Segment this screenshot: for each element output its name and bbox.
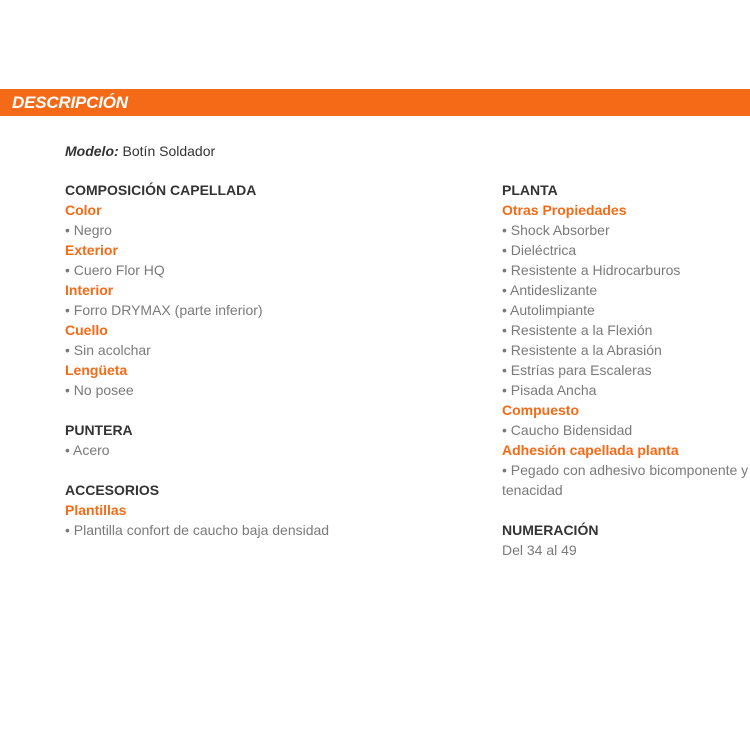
interior-label: Interior — [65, 282, 114, 298]
compuesto-value: • Caucho Bidensidad — [502, 422, 633, 438]
numeracion-value: Del 34 al 49 — [502, 542, 577, 558]
exterior-label: Exterior — [65, 242, 118, 258]
plantillas-label: Plantillas — [65, 502, 127, 518]
color-label: Color — [65, 202, 102, 218]
list-item: • Dieléctrica — [502, 242, 577, 258]
list-item: • Resistente a Hidrocarburos — [502, 262, 681, 278]
compuesto-label: Compuesto — [502, 402, 579, 418]
list-item: • Shock Absorber — [502, 222, 610, 238]
accesorios-heading: ACCESORIOS — [65, 482, 160, 498]
composicion-heading: COMPOSICIÓN CAPELLADA — [65, 182, 257, 198]
planta-heading: PLANTA — [502, 182, 558, 198]
numeracion-heading: NUMERACIÓN — [502, 522, 599, 538]
model-value: Botín Soldador — [118, 143, 216, 159]
color-value: • Negro — [65, 222, 112, 238]
list-item: • Estrías para Escaleras — [502, 362, 652, 378]
puntera-value: • Acero — [65, 442, 110, 458]
adhesion-value-line1: • Pegado con adhesivo bicomponente y — [502, 462, 749, 478]
model-label: Modelo: — [65, 143, 119, 159]
banner-title: DESCRIPCIÓN — [12, 93, 128, 112]
exterior-value: • Cuero Flor HQ — [65, 262, 165, 278]
adhesion-label: Adhesión capellada planta — [502, 442, 679, 458]
plantillas-value: • Plantilla confort de caucho baja densidad — [65, 522, 330, 538]
description-banner — [0, 89, 750, 116]
puntera-heading: PUNTERA — [65, 422, 133, 438]
list-item: • Resistente a la Flexión — [502, 322, 653, 338]
lengueta-value: • No posee — [65, 382, 134, 398]
cuello-value: • Sin acolchar — [65, 342, 151, 358]
cuello-label: Cuello — [65, 322, 108, 338]
adhesion-value-line2: tenacidad — [502, 482, 563, 498]
model-line — [65, 141, 215, 161]
list-item: • Autolimpiante — [502, 302, 595, 318]
left-column — [65, 180, 465, 540]
list-item: • Resistente a la Abrasión — [502, 342, 662, 358]
list-item: • Pisada Ancha — [502, 382, 597, 398]
list-item: • Antideslizante — [502, 282, 598, 298]
otras-propiedades-label: Otras Propiedades — [502, 202, 627, 218]
lengueta-label: Lengüeta — [65, 362, 128, 378]
right-column — [502, 180, 750, 560]
interior-value: • Forro DRYMAX (parte inferior) — [65, 302, 263, 318]
